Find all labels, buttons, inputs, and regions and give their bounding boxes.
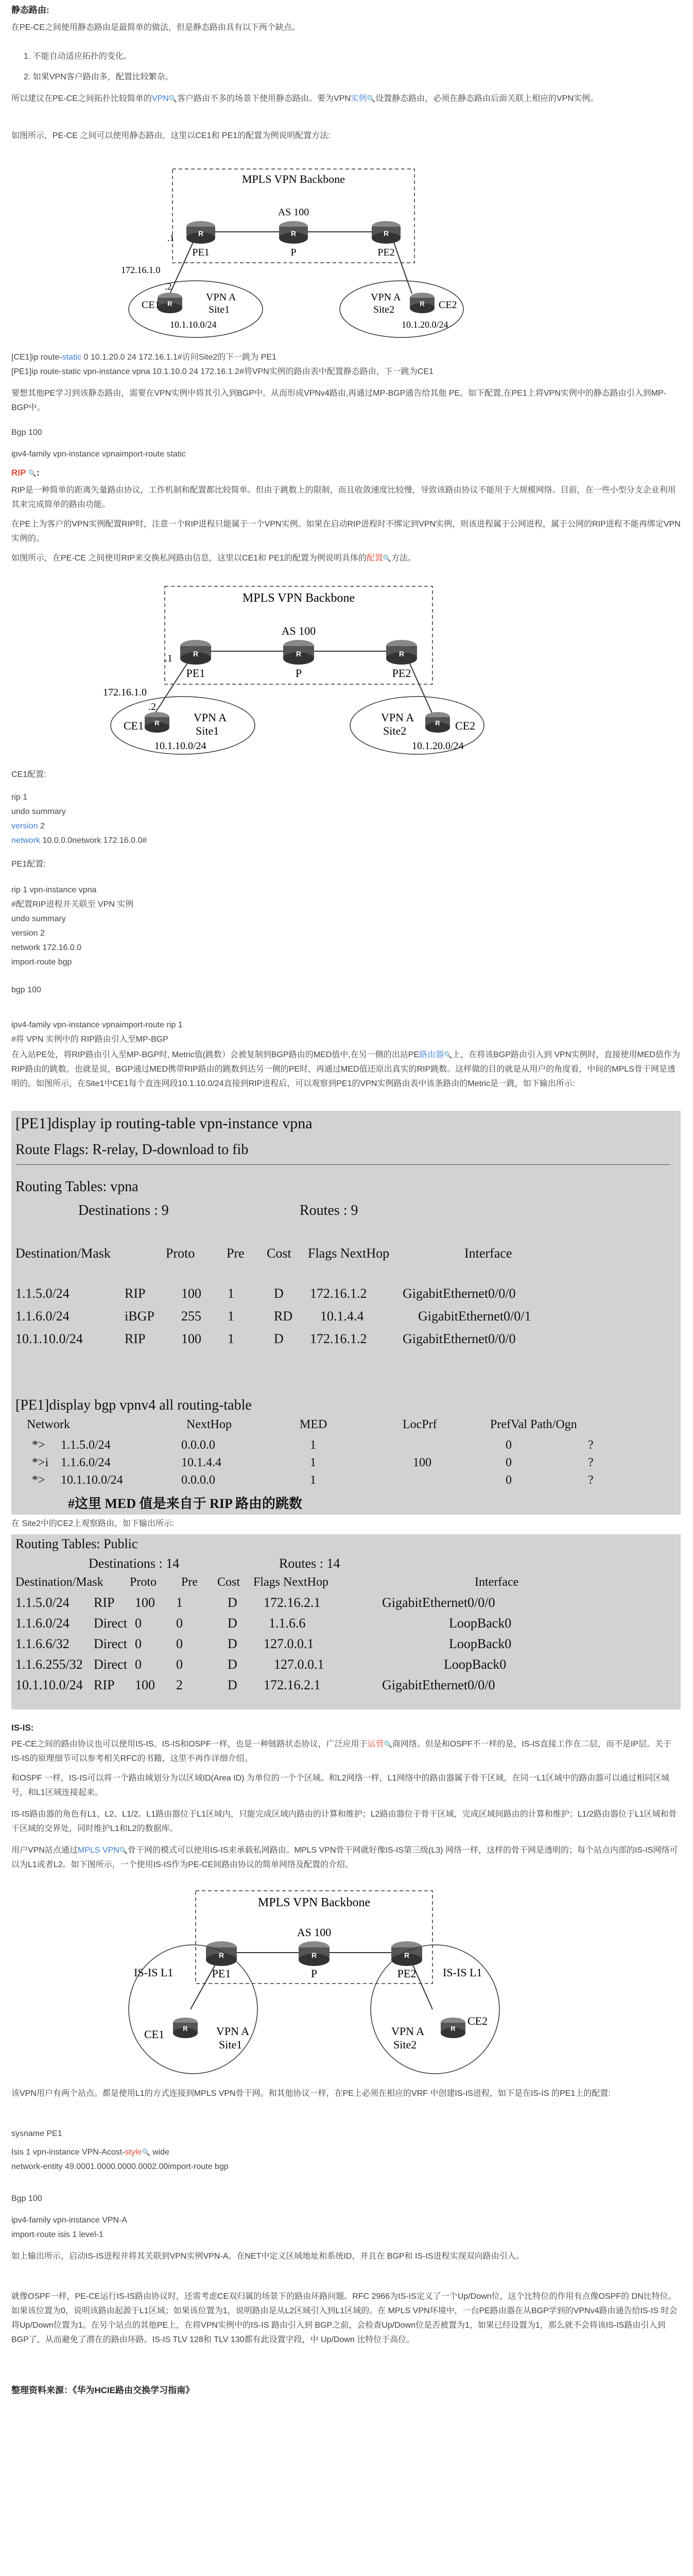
router-pe1	[186, 221, 215, 258]
interface-label: .2	[165, 281, 172, 292]
svg-text:R: R	[193, 650, 199, 658]
router-pe2	[386, 640, 417, 680]
bgp-table-rows	[11, 1438, 681, 1491]
table-row: 1.1.6.0/24 iBGP 255 1 RD 10.1.4.4 GigabitEthernet0/0/1	[15, 1309, 531, 1324]
ce1-config: rip 1 undo summary version 2 network 10.0.0.0network 172.16.0.0#	[11, 793, 147, 845]
svg-text:R: R	[420, 300, 425, 308]
svg-text:Site1: Site1	[209, 304, 230, 315]
svg-text:R: R	[290, 229, 297, 238]
svg-text:PE1: PE1	[186, 667, 205, 680]
static-bgp-config: Bgp 100 ipv4-family vpn-instance vpnaimport-route static	[11, 428, 186, 459]
operator-link[interactable]: 运营	[367, 1740, 384, 1749]
isis-paragraph-4: 用户VPN站点通过MPLS VPN🔍骨干网的模式可以使用IS-IS来承载私网路由。MPLS VPN骨干网就好像IS-IS第三级(L3) 网络一样，这样的骨干网是透明的；每个站点内部的IS-IS网络可以为L1或者L2。如下图所示，一个使用IS-IS作为PE-CE间路由协议的简单网络及配置的介绍。	[11, 1846, 678, 1869]
interface-label: .1	[167, 233, 175, 243]
link-label: 172.16.1.0	[121, 265, 161, 275]
svg-text:Site2: Site2	[373, 304, 395, 315]
list-item: 1. 不能自动适应拓扑的变化。	[24, 52, 132, 61]
network-link[interactable]: network	[11, 836, 41, 845]
svg-text:AS 100: AS 100	[297, 1926, 332, 1939]
list-item: 2. 如果VPN客户路由多，配置比较繁杂。	[24, 73, 174, 81]
router-p	[279, 221, 308, 258]
svg-text:CE1: CE1	[124, 719, 144, 732]
rip-paragraph-2: 在PE上为客户的VPN实例配置RIP时，注意一个RIP进程只能属于一个VPN实例。如果在启动RIP进程时不绑定到VPN实例，则该进程属于公网进程，属于公网的RIP进程不能再绑定VPN 实例的。	[11, 520, 681, 543]
router-pe1	[180, 640, 211, 680]
cli-output-ce2: Routing Tables: Public Destinations : 14 Routes : 14 Destination/Mask Proto Pre Cost Flags NextHop Interface 1.1.5.0/24 RIP 100 1 D 172.16.2.1 GigabitEthernet0/0/0 1.1.6.0/24 Direct 0 0 D 1.1.6.6 LoopBack0 1.1.6.6/32 Direct 0 0 D 127.0.0.1 LoopBack0 1.1.6.255/32 Direct 0 0 D 127.0.0.1 LoopBack0 10.1.10.0/24 RIP 100 2 D 172.16.2.1 GigabitEthernet0/0/0	[11, 1534, 681, 1709]
search-icon: 🔍	[119, 1846, 128, 1854]
isis-paragraph-2: 和OSPF 一样，IS-IS可以将一个路由域划分为以区域ID(Area ID) 为单位的一个个区域。和L2网络一样，L1网络中的路由器属于骨干区域，在同一L1区域中的路由器可以通过相同区域号，和L1区域连接起来。	[11, 1774, 670, 1797]
svg-text:PE1: PE1	[212, 1967, 231, 1980]
version-link[interactable]: version	[11, 822, 38, 831]
table-row: 10.1.10.0/24 RIP 100 2 D 172.16.2.1 GigabitEthernet0/0/0	[15, 1677, 495, 1692]
static-paragraph-1: 所以建议在PE-CE之间拓扑比较简单的VPN🔍客户路由不多的场景下使用静态路由。要为VPN实例🔍设置静态路由，必须在静态路由后面关联上相应的VPN实例。	[11, 94, 599, 103]
svg-text:AS 100: AS 100	[281, 624, 316, 637]
table-row: *> 1.1.5.0/24 0.0.0.0 1 0 ?	[32, 1438, 594, 1452]
search-icon: 🔍	[444, 1051, 453, 1059]
svg-text:PE2: PE2	[397, 1967, 417, 1980]
table-row: 1.1.5.0/24 RIP 100 1 D 172.16.1.2 GigabitEthernet0/0/0	[15, 1286, 516, 1301]
table-row: *>i 1.1.6.0/24 10.1.4.4 1 100 0 ?	[32, 1456, 594, 1469]
svg-text:R: R	[435, 719, 440, 727]
table-row: 1.1.6.255/32 Direct 0 0 D 127.0.0.1 LoopBack0	[15, 1657, 507, 1672]
style-link[interactable]: style	[125, 2148, 142, 2157]
cli-output-pe1: [PE1]display ip routing-table vpn-instance vpna Route Flags: R-relay, D-download to fib Routing Tables: vpna Destinations : 9 Routes : 9 Destination/Mask Proto Pre Cost Flags NextHop Interface 1.1.5.0/24 RIP 100 1 D 172.16.1.2 GigabitEthernet0/0/0 1.1.6.0/24 iBGP 255 1 RD 10.1.4.4 GigabitEthernet0/0/1 10.1.10.0/24 RIP 100 1 D 172.16.1.2 GigabitEthernet0/0/0 [PE1]display bgp vpnv4 all routing-table Network NextHop MED LocPrf PrefVal Path/Ogn *> 1.1.5.0/24 0.0.0.0 1 0 ? *>i 1.1.6.0/24 10.1.4.4 1 100 0 ? *> 10.1.10.0/24 0.0.0.0 1 0 ? #这里 MED 值是来自于 RIP 路由的跳数	[11, 1111, 681, 1515]
svg-text:10.1.20.0/24: 10.1.20.0/24	[412, 740, 464, 752]
svg-text:R: R	[183, 2025, 188, 2032]
rip-paragraph-1: RIP是一种简单的距离矢量路由协议，工作机制和配置都比较简单。但由于跳数上的限制，而且收敛速度比较慢，导致该路由协议不能用于大规模网络。目前，在一些小型分支企业利用其来完成简单的路由功能。	[11, 486, 676, 509]
svg-text:VPN A: VPN A	[381, 711, 414, 724]
isis-paragraph-3: IS-IS路由器的角色有L1、L2、L1/2。L1路由器位于L1区域内，只能完成区域内路由的计算和维护；L2路由器位于骨干区域，完成区域间路由的计算和维护；L1/2路由器位于L1区域和骨干区域的交界处，同时维护L1和L2的数据库。	[11, 1810, 677, 1833]
svg-text:.1: .1	[165, 653, 172, 664]
svg-text:R: R	[451, 2025, 456, 2032]
ce1-label: CE1	[142, 299, 160, 311]
backbone-label: MPLS VPN Backbone	[241, 173, 345, 185]
search-icon: 🔍	[142, 2148, 150, 2156]
as-label: AS 100	[278, 207, 309, 218]
source-note: 整理资料来源：《华为HCIE路由交换学习指南》	[11, 2385, 195, 2395]
svg-text:R: R	[404, 1951, 410, 1959]
section-title-static: 静态路由:	[11, 5, 49, 15]
svg-text:VPN A: VPN A	[371, 292, 401, 303]
svg-text:R: R	[399, 650, 405, 658]
isis-paragraph-6: 如上输出所示，启动IS-IS进程并将其关联到VPN实例VPN-A。在NET中定义区域地址和系统ID，并且在 BGP和 IS-IS进程实现双向路由引入。	[11, 2252, 524, 2261]
svg-text:R: R	[383, 229, 389, 238]
svg-text:CE2: CE2	[467, 2014, 488, 2027]
svg-text:VPN A: VPN A	[194, 711, 227, 724]
search-icon[interactable]: 🔍	[168, 95, 177, 103]
svg-text:P: P	[295, 667, 302, 680]
route-table-rows	[11, 1595, 681, 1698]
svg-text:MPLS VPN Backbone: MPLS VPN Backbone	[242, 591, 355, 605]
router-p	[283, 640, 314, 680]
route-table-rows	[11, 1286, 681, 1354]
svg-text:10.1.20.0/24: 10.1.20.0/24	[402, 319, 448, 330]
annotation: #这里 MED 值是来自于 RIP 路由的跳数	[68, 1496, 303, 1511]
topology-figure-isis	[93, 1886, 535, 2076]
section-title-rip: RIP 🔍:	[11, 468, 40, 478]
svg-text:VPN A: VPN A	[391, 2025, 425, 2038]
isis-paragraph-7: 就像OSPF一样，PE-CE运行IS-IS路由协议时，还需考虑CE双归属的场景下的路由环路问题。RFC 2966为IS-IS定义了一个Up/Down位，这个比特位的作用有点像OSPF的 DN比特位。如果该位置为0，说明该路由起源于L1区域；如果该位置为1，说明路由是从L2区域引入到L1区域的。在 MPLS VPN环境中，一台PE路由器在从BGP学到的VPNv4路由通告给IS-IS 时会将Up/Down位置为1。在另个站点的其他PE上，在将VPN实例中的IS-IS 路由引入到 BGP之前，会检查Up/Down位是否被置为1，如果已经设置为1，那么就不会将该IS-IS路由引入到BGP了，从而避免了潜在的路由环路。IS-IS TLV 128和 TLV 130都有此设置字段，中 Up/Down 比特位于高位。	[11, 2292, 678, 2344]
svg-text:P: P	[310, 1967, 318, 1980]
svg-text:VPN A: VPN A	[206, 292, 236, 303]
isis-area-left	[129, 1945, 257, 2074]
search-icon[interactable]: 🔍	[367, 95, 376, 103]
svg-text:Site2: Site2	[393, 2038, 417, 2051]
isis-area-right	[371, 1945, 499, 2074]
router-pe2	[372, 221, 401, 258]
svg-text:CE2: CE2	[455, 719, 476, 732]
isis-bgp-config: Bgp 100 ipv4-family vpn-instance VPN-A import-route isis 1 level-1	[11, 2194, 127, 2239]
svg-text:10.1.10.0/24: 10.1.10.0/24	[154, 740, 206, 752]
table-row: 1.1.6.0/24 Direct 0 0 D 1.1.6.6 LoopBack0	[15, 1616, 512, 1631]
svg-text:R: R	[311, 1951, 317, 1959]
isis-paragraph-1: PE-CE之间的路由协议也可以使用IS-IS。IS-IS和OSPF一样，也是一种链路状态协议，广泛应用于运营🔍商网络。但是和OSPF不一样的是，IS-IS直接工作在二层，而不是IP层。关于IS-IS的原理细节可以参考相关RFC的书籍，这里不再作详细介绍。	[11, 1740, 672, 1763]
svg-text:172.16.1.0: 172.16.1.0	[103, 687, 147, 698]
drawback-list	[24, 49, 693, 84]
topology-figure-rip	[72, 571, 535, 756]
svg-text:IS-IS L1: IS-IS L1	[443, 1966, 482, 1979]
ce1-config-title: CE1配置:	[11, 770, 46, 779]
intro-text: 在PE-CE之间使用静态路由是最简单的做法，但是静态路由具有以下两个缺点。	[11, 23, 300, 32]
mpls-vpn-link[interactable]: MPLS VPN	[77, 1846, 119, 1855]
svg-text:VPN A: VPN A	[216, 2025, 250, 2038]
site2-cloud	[350, 697, 484, 754]
section-title-isis: IS-IS:	[11, 1723, 34, 1733]
router-link[interactable]: 路由器	[419, 1050, 444, 1059]
vpn-link[interactable]: VPN	[151, 94, 169, 103]
site2-note: 在 Site2中的CE2上观察路由，如下输出所示:	[11, 1519, 175, 1528]
svg-text:R: R	[198, 229, 204, 238]
search-icon: 🔍	[28, 469, 37, 477]
svg-text:R: R	[296, 650, 302, 658]
pe1-bgp-config: bgp 100 ipv4-family vpn-instance vpnaimport-route rip 1 #将 VPN 实例中的 RIP路由引入至MP-BGP	[11, 986, 183, 1044]
svg-text:IS-IS L1: IS-IS L1	[134, 1966, 174, 1979]
table-row: 1.1.5.0/24 RIP 100 1 D 172.16.2.1 GigabitEthernet0/0/0	[15, 1595, 495, 1610]
static-paragraph-2: 如图所示，PE-CE 之间可以使用静态路由，这里以CE1和 PE1的配置为例说明配置方法:	[11, 131, 331, 140]
config-link[interactable]: 配置	[366, 554, 383, 563]
svg-text:R: R	[154, 719, 160, 727]
svg-text:PE2: PE2	[392, 667, 411, 680]
site2-cloud	[340, 281, 463, 337]
svg-text:Site1: Site1	[219, 2038, 242, 2051]
isis-config: sysname PE1 Isis 1 vpn-instance VPN-Acost-style🔍 wide network-entity 49.0001.0000.0000.0002.00import-route bgp	[11, 2129, 229, 2171]
search-icon: 🔍	[384, 1740, 392, 1748]
svg-text:MPLS VPN Backbone: MPLS VPN Backbone	[257, 1896, 371, 1909]
rip-paragraph-4: 在入站PE处，将RIP路由引入至MP-BGP时, Metric值(跳数）会被复制到BGP路由的MED值中,在另一侧的出站PE路由器🔍上，在将该BGP路由引入到 VPN实例时，直接使用MED值作为RIP路由的跳数。也就是说，BGP通过MED携带RIP路由的跳数到达另一侧的PE时，再通过MED值还原出真实的RIP跳数。这样做的目的就是从用户的角度看，中间的MPLS骨干网是透明的。如图所示，在Site1中CE1每个直连网段10.1.10.0/24直接到RIP进程后，可以观察到PE1的VPN实例路由表中该条路由的Metric是一跳，如下输出所示:	[11, 1050, 680, 1088]
pe1-label: PE1	[192, 247, 210, 258]
topology-figure-static	[93, 155, 515, 340]
static-config: [CE1]ip route-static 0 10.1.20.0 24 172.16.1.1#访问Site2的下一跳为 PE1 [PE1]ip route-static vpn-instance vpna 10.1.10.0 24 172.16.1.2#将VPN实例的路由表中配置静态路由，下一跳为CE1	[11, 353, 434, 376]
ce2-label: CE2	[439, 299, 457, 311]
pe1-config: rip 1 vpn-instance vpna #配置RIP进程并关联至 VPN 实例 undo summary version 2 network 172.16.0.0 import-route bgp	[11, 886, 134, 967]
svg-text:.2: .2	[148, 701, 156, 713]
table-row: 10.1.10.0/24 RIP 100 1 D 172.16.1.2 GigabitEthernet0/0/0	[15, 1331, 516, 1346]
svg-text:R: R	[218, 1951, 224, 1959]
svg-text:Site1: Site1	[196, 724, 219, 737]
site1-cloud	[129, 281, 263, 337]
search-icon: 🔍	[383, 554, 392, 562]
instance-link[interactable]: 实例	[350, 94, 367, 103]
rip-paragraph-3: 如图所示，在PE-CE 之间使用RIP来交换私网路由信息，这里以CE1和 PE1的配置为例说明具体的配置🔍方法。	[11, 554, 417, 563]
svg-text:CE1: CE1	[144, 2028, 165, 2041]
static-paragraph-3: 要想其他PE学习到该静态路由，需要在VPN实例中将其引入到BGP中。从而形成VPNv4路由,再通过MP-BGP通告给其他 PE。如下配置,在PE1上将VPN实例中的静态路由引入到MP-BGP中。	[11, 389, 667, 412]
site1-cloud	[111, 697, 255, 754]
svg-text:Site2: Site2	[383, 724, 407, 737]
svg-text:10.1.10.0/24: 10.1.10.0/24	[170, 319, 217, 330]
pe2-label: PE2	[377, 247, 395, 258]
p-label: P	[290, 247, 297, 258]
table-row: *> 10.1.10.0/24 0.0.0.0 1 0 ?	[32, 1473, 594, 1487]
static-link[interactable]: static	[62, 353, 82, 362]
isis-paragraph-5: 该VPN用户有两个站点。都是使用L1的方式连接到MPLS VPN骨干网。和其他协议一样，在PE上必须在相应的VRF 中创建IS-IS进程，如下是在IS-IS 的PE1上的配置:	[11, 2089, 611, 2098]
pe1-config-title: PE1配置:	[11, 860, 46, 869]
table-row: 1.1.6.6/32 Direct 0 0 D 127.0.0.1 LoopBack0	[15, 1636, 512, 1651]
svg-text:R: R	[167, 300, 172, 308]
router-p	[299, 1941, 330, 1980]
